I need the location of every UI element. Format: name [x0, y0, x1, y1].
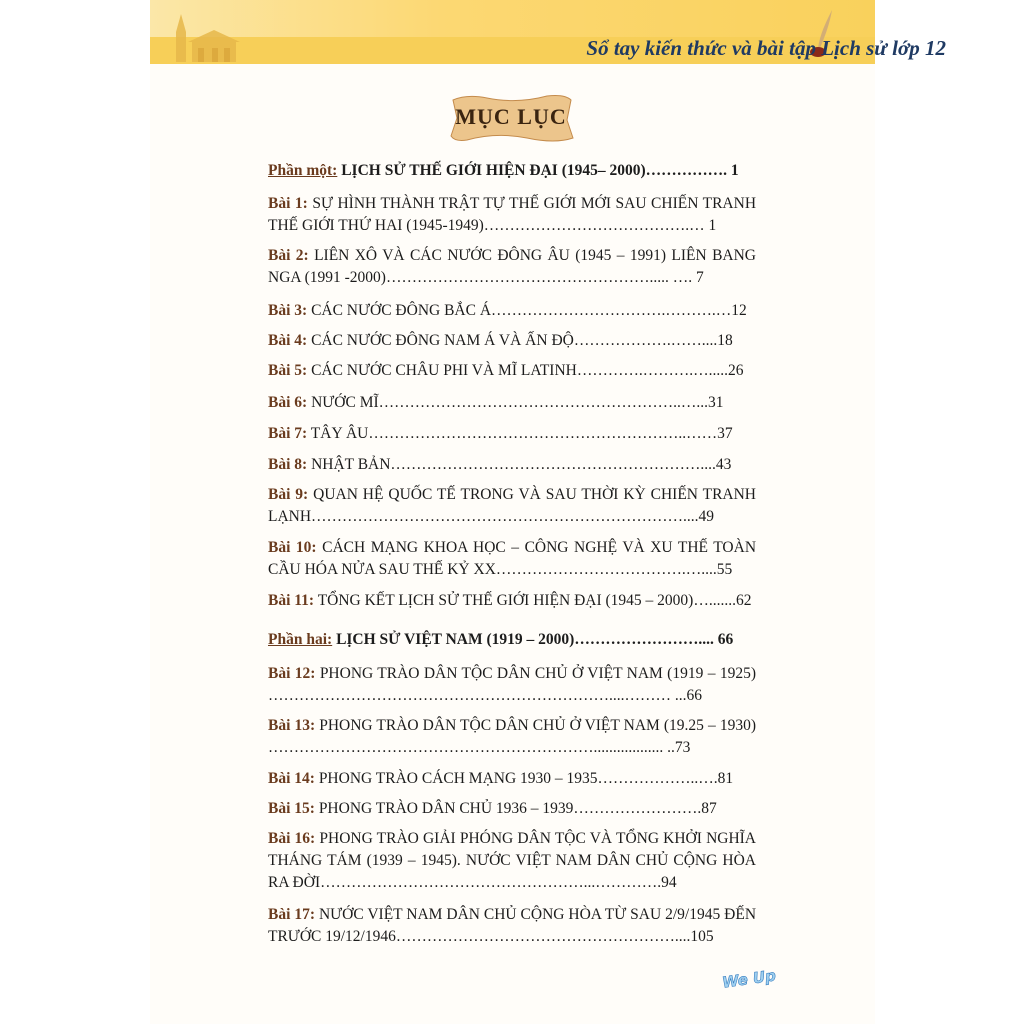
entry-label: Bài 14: — [268, 770, 315, 787]
entry-title-cont: ……………………………………………………….................. ..73 — [268, 739, 691, 756]
entry-label: Bài 2: — [268, 247, 309, 264]
entry-label: Bài 17: — [268, 906, 315, 923]
entry-title: NƯỚC VIỆT NAM DÂN CHỦ CỘNG HÒA TỪ SAU 2/9/1945 ĐẾN — [318, 906, 757, 923]
entry-title: PHONG TRÀO GIẢI PHÓNG DÂN TỘC VÀ TỔNG KHỞI NGHĨA — [319, 830, 756, 847]
toc-entry-bai-1[interactable] — [268, 193, 756, 237]
entry-title: CÁCH MẠNG KHOA HỌC – CÔNG NGHỆ VÀ XU THẾ TOÀN — [322, 539, 757, 556]
entry-title: PHONG TRÀO DÂN TỘC DÂN CHỦ Ở VIỆT NAM (19.25 – 1930) — [319, 717, 756, 734]
entry-label: Bài 7: — [268, 425, 308, 442]
part-one-title: LỊCH SỬ THẾ GIỚI HIỆN ĐẠI (1945– 2000)……………. 1 — [341, 162, 739, 179]
entry-title: TỔNG KẾT LỊCH SỬ THẾ GIỚI HIỆN ĐẠI (1945 – 2000)….......62 — [317, 592, 752, 609]
header-title: Sổ tay kiến thức và bài tập Lịch sử lớp 12 — [586, 36, 946, 60]
entry-title: LIÊN XÔ VÀ CÁC NƯỚC ĐÔNG ÂU (1945 – 1991) LIÊN BANG — [314, 247, 757, 264]
entry-title: CÁC NƯỚC CHÂU PHI VÀ MĨ LATINH………….……….….....26 — [311, 362, 744, 379]
toc-entry-bai-17[interactable] — [268, 904, 756, 948]
toc-entry-bai-7[interactable] — [268, 423, 756, 445]
pagoda-icon — [168, 12, 240, 64]
entry-label: Bài 5: — [268, 362, 308, 379]
entry-title: NHẬT BẢN……………………………………………………....43 — [311, 456, 732, 473]
entry-label: Bài 4: — [268, 332, 308, 349]
toc-entry-bai-16[interactable] — [268, 828, 756, 894]
entry-label: Bài 6: — [268, 394, 308, 411]
entry-title-cont: RA ĐỜI……………………………………………...………….94 — [268, 874, 677, 891]
entry-label: Bài 16: — [268, 830, 316, 847]
entry-title: PHONG TRÀO DÂN TỘC DÂN CHỦ Ở VIỆT NAM (1919 – 1925) — [319, 665, 756, 682]
entry-label: Bài 11: — [268, 592, 315, 609]
entry-title: QUAN HỆ QUỐC TẾ TRONG VÀ SAU THỜI KỲ CHIẾN TRANH — [313, 486, 756, 503]
toc-entry-bai-5[interactable] — [268, 360, 756, 382]
part-one-label: Phần một: — [268, 162, 338, 179]
entry-title-cont: CẦU HÓA NỬA SAU THẾ KỶ XX……………………………….…....55 — [268, 561, 733, 578]
toc-entry-bai-9[interactable] — [268, 484, 756, 528]
entry-title: CÁC NƯỚC ĐÔNG BẮC Á…………………………….……….…12 — [311, 302, 747, 319]
entry-title-cont: TRƯỚC 19/12/1946………………………………………………....105 — [268, 928, 714, 945]
entry-title: NƯỚC MĨ…………………………………………………..…...31 — [311, 394, 724, 411]
toc-entry-bai-11[interactable] — [268, 590, 756, 612]
toc-entry-bai-14[interactable] — [268, 768, 756, 790]
entry-title: TÂY ÂU……………………………………………………..……37 — [310, 425, 733, 442]
toc-entry-bai-15[interactable] — [268, 798, 756, 820]
toc-entry-bai-12[interactable] — [268, 663, 756, 707]
entry-label: Bài 9: — [268, 486, 309, 503]
toc-entry-bai-3[interactable] — [268, 300, 756, 322]
entry-label: Bài 13: — [268, 717, 316, 734]
publisher-logo: We Up — [721, 966, 777, 992]
entry-label: Bài 12: — [268, 665, 316, 682]
entry-title: PHONG TRÀO CÁCH MẠNG 1930 – 1935………………..….81 — [318, 770, 734, 787]
entry-title: PHONG TRÀO DÂN CHỦ 1936 – 1939…………………….87 — [318, 800, 717, 817]
entry-title-cont: LẠNH………………………………………………………………....49 — [268, 508, 715, 525]
entry-label: Bài 15: — [268, 800, 315, 817]
entry-title-cont: NGA (1991 -2000)……………………………………………..... …. 7 — [268, 269, 704, 286]
entry-title: CÁC NƯỚC ĐÔNG NAM Á VÀ ẤN ĐỘ……………….……....18 — [311, 332, 733, 349]
toc-entry-bai-6[interactable] — [268, 392, 756, 414]
entry-title: SỰ HÌNH THÀNH TRẬT TỰ THẾ GIỚI MỚI SAU CHIẾN TRANH — [312, 195, 757, 212]
entry-label: Bài 3: — [268, 302, 308, 319]
toc-entry-bai-8[interactable] — [268, 454, 756, 476]
part-one-heading[interactable] — [268, 160, 756, 182]
toc-entry-bai-10[interactable] — [268, 537, 756, 581]
toc-entry-bai-13[interactable] — [268, 715, 756, 759]
entry-label: Bài 1: — [268, 195, 308, 212]
toc-entry-bai-4[interactable] — [268, 330, 756, 352]
entry-title-cont: …………………………………………………………....……… ...66 — [268, 687, 702, 704]
entry-title-cont: THẾ GIỚI THỨ HAI (1945-1949)………………………………….… 1 — [268, 217, 717, 234]
part-two-heading[interactable] — [268, 629, 756, 651]
part-two-title: LỊCH SỬ VIỆT NAM (1919 – 2000)…………………….... 66 — [336, 631, 734, 648]
entry-label: Bài 10: — [268, 539, 317, 556]
toc-title: MỤC LỤC — [455, 104, 567, 129]
toc-entry-bai-2[interactable] — [268, 245, 756, 289]
entry-title-cont: THÁNG TÁM (1939 – 1945). NƯỚC VIỆT NAM DÂN CHỦ CỘNG HÒA — [268, 852, 756, 869]
entry-label: Bài 8: — [268, 456, 308, 473]
part-two-label: Phần hai: — [268, 631, 333, 648]
